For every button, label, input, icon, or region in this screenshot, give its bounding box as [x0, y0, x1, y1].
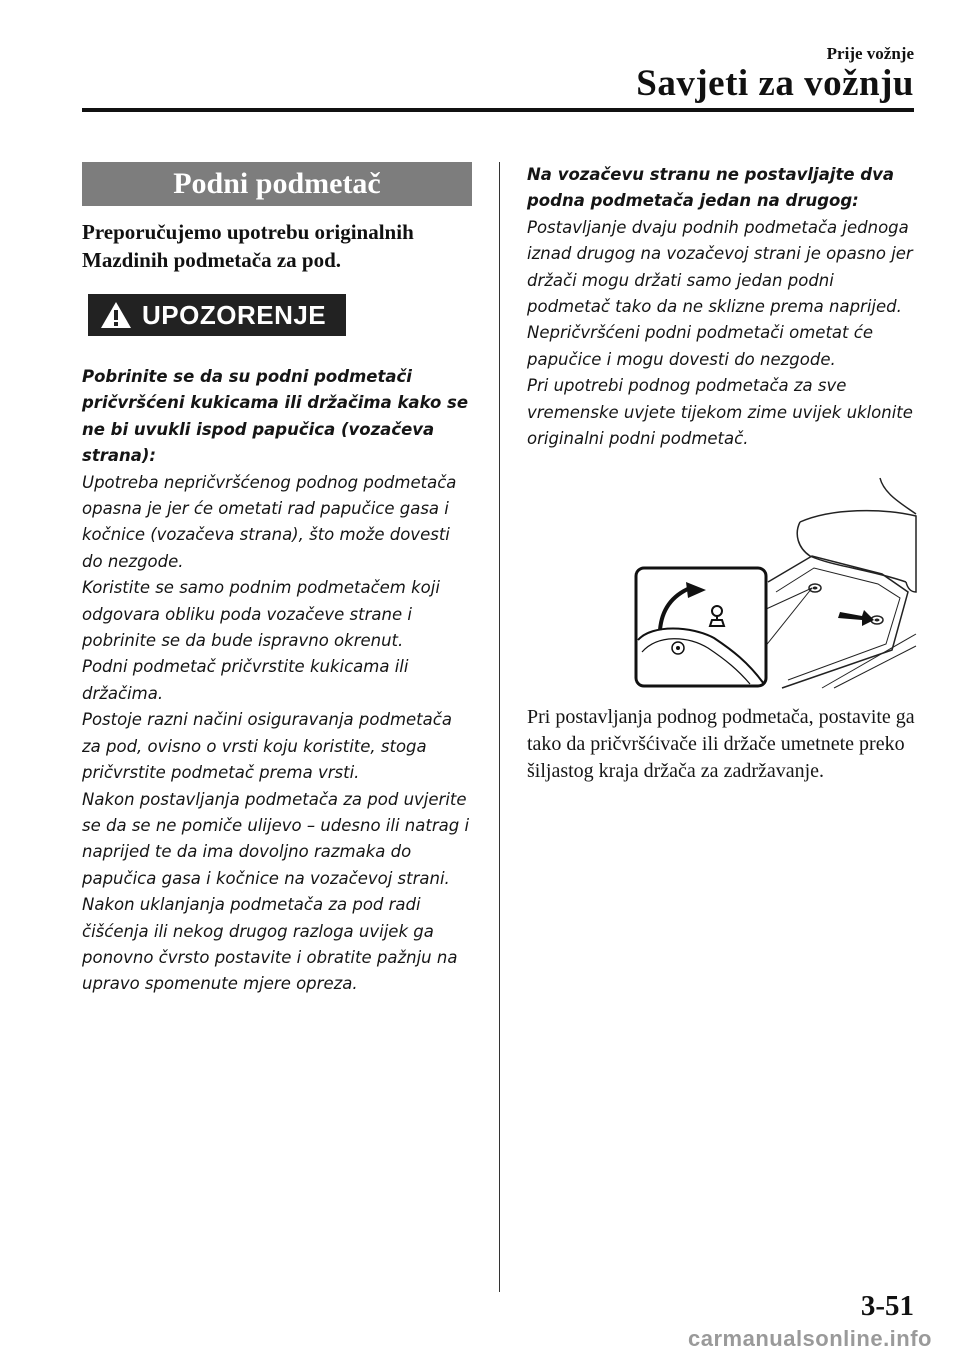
- warning-paragraph: Podni podmetač pričvrstite kukicama ili držačima.: [82, 657, 409, 703]
- watermark: carmanualsonline.info: [688, 1326, 932, 1351]
- header-title: Savjeti za vožnju: [636, 63, 914, 104]
- warning-paragraph: Koristite se samo podnim podmetačem koji odgovara obliku poda vozačeve strane i pobrinite se da bude ispravno okrenut.: [82, 578, 440, 651]
- warning-paragraph: Nakon postavljanja podmetača za pod uvjerite se da se ne pomiče ulijevo – udesno ili natrag i naprijed te da ima dovoljno razmaka do papučica gasa i kočnice na vozačevoj strani.: [82, 789, 470, 888]
- right-column: [527, 162, 915, 785]
- warning-triangle-icon: [96, 294, 136, 336]
- warning-paragraph: Postavljanje dvaju podnih podmetača jednoga iznad drugog na vozačevoj strani je opasno jer držači mogu držati samo jedan podni podmetač tako da ne sklizne prema naprijed.: [527, 217, 913, 317]
- warning-heading-left: Pobrinite se da su podni podmetači pričvršćeni kukicama ili držačima kako se ne bi uvukli ispod papučica (vozačeva strana):: [82, 367, 469, 466]
- warning-paragraph: Pri upotrebi podnog podmetača za sve vremenske uvjete tijekom zime uvijek uklonite originalni podni podmetač.: [527, 376, 913, 449]
- warning-text-right: [527, 162, 915, 452]
- warning-badge: [88, 294, 346, 336]
- column-divider: [499, 162, 500, 1292]
- page-number: 3-51: [860, 1290, 914, 1322]
- warning-text-left: [82, 364, 472, 998]
- intro-text: Preporučujemo upotrebu originalnih Mazdinih podmetača za pod.: [82, 220, 414, 272]
- warning-paragraph: Nakon uklanjanja podmetača za pod radi čišćenja ili nekog drugog razloga uvijek ga ponovno čvrsto postavite i obratite pažnju na upravo spomenute mjere opreza.: [82, 895, 458, 994]
- warning-paragraph: Upotreba nepričvršćenog podnog podmetača opasna je jer će ometati rad papučice gasa i kočnice (vozačeva strana), što može dovesti do nezgode.: [82, 472, 457, 571]
- warning-heading-right: Na vozačevu stranu ne postavljajte dva podna podmetača jedan na drugog:: [527, 165, 895, 211]
- figure-caption: Pri postavljanja podnog podmetača, postavite ga tako da pričvršćivače ili držače umetnete preko šiljastog kraja držača za zadržavanje.: [527, 706, 915, 783]
- header-chapter: Prije vožnje: [826, 44, 914, 63]
- floor-mat-illustration: [582, 474, 918, 690]
- left-column: [82, 162, 472, 998]
- header-rule: [82, 108, 914, 112]
- warning-paragraph: Nepričvršćeni podni podmetači ometat će papučice i mogu dovesti do nezgode.: [527, 323, 873, 369]
- warning-label: UPOZORENJE: [142, 299, 327, 330]
- warning-paragraph: Postoje razni načini osiguravanja podmetača za pod, ovisno o vrsti koju koristite, stoga pričvrstite podmetač prema vrsti.: [82, 710, 452, 783]
- section-title: Podni podmetač: [82, 162, 472, 206]
